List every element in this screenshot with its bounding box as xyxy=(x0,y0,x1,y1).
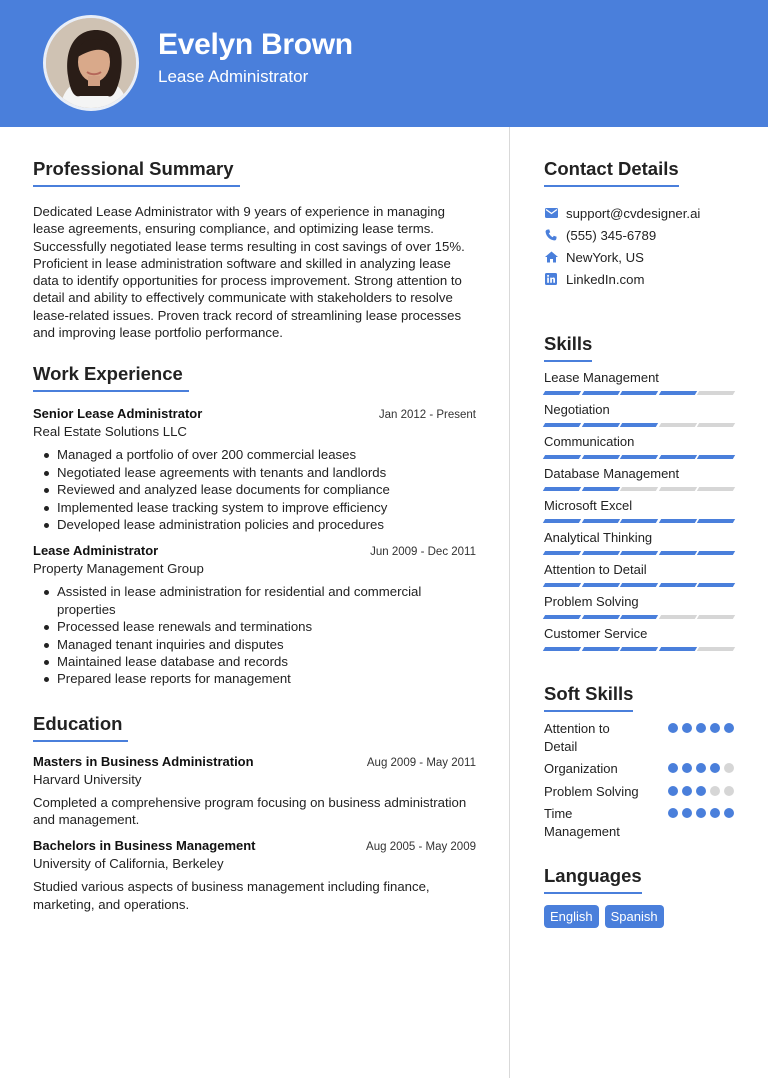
rating-dot-filled xyxy=(668,786,678,796)
job-entry xyxy=(33,543,476,687)
skill-segment-empty xyxy=(697,615,735,619)
rating-dot-filled xyxy=(724,723,734,733)
soft-skill-item xyxy=(544,760,734,783)
sidebar-column xyxy=(544,158,734,928)
soft-skills-heading: Soft Skills xyxy=(544,683,633,712)
skill-segment-filled xyxy=(697,455,735,459)
skill-segment-empty xyxy=(697,647,735,651)
education-entry xyxy=(33,754,476,829)
skill-label: Lease Management xyxy=(544,370,659,385)
envelope-icon xyxy=(544,206,558,220)
profile-photo xyxy=(43,15,139,111)
skill-item xyxy=(544,563,734,595)
job-bullet: Reviewed and analyzed lease documents for compliance xyxy=(33,481,476,498)
school-name: University of California, Berkeley xyxy=(33,856,224,872)
skill-meter xyxy=(544,647,734,651)
rating-dot-empty xyxy=(710,786,720,796)
contact-linkedin[interactable] xyxy=(544,268,734,290)
rating-dot-filled xyxy=(696,723,706,733)
skill-segment-filled xyxy=(620,647,658,651)
job-bullet: Developed lease administration policies and procedures xyxy=(33,516,476,533)
rating-dot-filled xyxy=(710,723,720,733)
rating-dot-filled xyxy=(668,808,678,818)
skill-segment-filled xyxy=(658,519,696,523)
education-dates: Aug 2009 - May 2011 xyxy=(366,756,476,769)
skill-segment-filled xyxy=(543,423,581,427)
degree-name: Bachelors in Business Management xyxy=(33,838,256,854)
job-bullet: Implemented lease tracking system to improve efficiency xyxy=(33,499,476,516)
skill-item xyxy=(544,499,734,531)
rating-dot-filled xyxy=(710,808,720,818)
rating-dot-empty xyxy=(724,763,734,773)
job-entry xyxy=(33,406,476,533)
skill-segment-filled xyxy=(620,455,658,459)
soft-skill-rating xyxy=(668,808,734,818)
rating-dot-empty xyxy=(724,786,734,796)
job-bullet: Processed lease renewals and terminations xyxy=(33,618,476,635)
skill-segment-filled xyxy=(620,519,658,523)
skill-segment-empty xyxy=(697,423,735,427)
skill-segment-filled xyxy=(697,519,735,523)
job-bullet: Assisted in lease administration for residential and commercial properties xyxy=(33,583,476,618)
skill-segment-filled xyxy=(658,551,696,555)
education-entry xyxy=(33,838,476,913)
skill-meter xyxy=(544,519,734,523)
job-company: Real Estate Solutions LLC xyxy=(33,424,187,440)
skill-segment-filled xyxy=(543,455,581,459)
job-bullet: Managed tenant inquiries and disputes xyxy=(33,636,476,653)
skill-segment-empty xyxy=(697,391,735,395)
job-company: Property Management Group xyxy=(33,561,204,577)
skill-segment-filled xyxy=(620,391,658,395)
soft-skill-item xyxy=(544,720,734,760)
skill-segment-filled xyxy=(581,615,619,619)
language-badge: English xyxy=(544,905,599,928)
skill-segment-filled xyxy=(581,391,619,395)
language-badge: Spanish xyxy=(605,905,664,928)
skill-label: Attention to Detail xyxy=(544,562,647,577)
skill-segment-filled xyxy=(658,455,696,459)
summary-text: Dedicated Lease Administrator with 9 years of experience in managing lease agreements, ensuring compliance, and optimizing lease terms. Successfully negotiated lease terms resulting in cost savings of over 15%. Proficient in lease administration software and skilled in analyzing lease data to identify opportunities for process improvement. Strong attention to detail and ability to effectively communicate with stakeholders to resolve lease-related issues. Proven track record of streamlining lease processes and improving lease portfolio performance. xyxy=(33,204,465,341)
skill-segment-filled xyxy=(543,391,581,395)
skill-segment-filled xyxy=(658,583,696,587)
skill-segment-filled xyxy=(581,647,619,651)
skill-item xyxy=(544,627,734,659)
soft-skill-rating xyxy=(668,763,734,773)
rating-dot-filled xyxy=(668,723,678,733)
skill-segment-empty xyxy=(697,487,735,491)
school-name: Harvard University xyxy=(33,771,142,787)
skills-list xyxy=(544,371,734,659)
profile-photo-illustration xyxy=(46,18,139,111)
job-dates: Jun 2009 - Dec 2011 xyxy=(370,546,476,559)
contact-location xyxy=(544,246,734,268)
job-role: Senior Lease Administrator xyxy=(33,406,203,422)
home-icon xyxy=(544,250,558,264)
summary-heading: Professional Summary xyxy=(33,158,240,187)
skill-segment-filled xyxy=(543,647,581,651)
skill-segment-filled xyxy=(620,423,658,427)
skill-label: Communication xyxy=(544,434,635,449)
skill-segment-filled xyxy=(697,583,735,587)
soft-skill-item xyxy=(544,783,734,805)
skill-meter xyxy=(544,615,734,619)
skills-heading: Skills xyxy=(544,333,592,362)
skill-meter xyxy=(544,455,734,459)
soft-skill-item xyxy=(544,805,734,845)
degree-name: Masters in Business Administration xyxy=(33,753,254,769)
education-heading: Education xyxy=(33,713,128,742)
skill-meter xyxy=(544,391,734,395)
contact-email[interactable] xyxy=(544,202,734,224)
skill-segment-empty xyxy=(658,487,696,491)
skill-segment-filled xyxy=(581,519,619,523)
education-description: Studied various aspects of business management including finance, marketing, and operations. xyxy=(33,879,430,912)
job-bullets xyxy=(33,583,476,687)
languages-list xyxy=(544,905,734,928)
contact-phone-text: (555) 345-6789 xyxy=(566,227,657,243)
languages-heading: Languages xyxy=(544,865,642,894)
skill-segment-filled xyxy=(620,551,658,555)
rating-dot-filled xyxy=(682,786,692,796)
skill-meter xyxy=(544,423,734,427)
job-bullet: Prepared lease reports for management xyxy=(33,670,476,687)
skill-segment-filled xyxy=(543,551,581,555)
soft-skill-label: Time Management xyxy=(544,806,620,839)
skill-item xyxy=(544,467,734,499)
rating-dot-filled xyxy=(724,808,734,818)
contact-email-text: support@cvdesigner.ai xyxy=(566,205,701,221)
skill-meter xyxy=(544,583,734,587)
skill-segment-filled xyxy=(581,487,619,491)
rating-dot-filled xyxy=(696,786,706,796)
candidate-name: Evelyn Brown xyxy=(158,28,353,61)
soft-skill-rating xyxy=(668,723,734,733)
contact-linkedin-text: LinkedIn.com xyxy=(566,271,645,287)
header-banner xyxy=(0,0,768,127)
linkedin-icon xyxy=(544,272,558,286)
contact-heading: Contact Details xyxy=(544,158,679,187)
soft-skills-list xyxy=(544,720,734,845)
education-description: Completed a comprehensive program focusing on business administration and management. xyxy=(33,794,467,828)
skill-label: Problem Solving xyxy=(544,594,639,609)
skill-segment-empty xyxy=(620,487,658,491)
education-dates: Aug 2005 - May 2009 xyxy=(366,841,476,854)
rating-dot-filled xyxy=(682,723,692,733)
job-bullet: Managed a portfolio of over 200 commercial leases xyxy=(33,446,476,463)
skill-segment-filled xyxy=(658,647,696,651)
soft-skill-label: Organization xyxy=(544,761,618,776)
skill-segment-empty xyxy=(658,423,696,427)
skill-segment-filled xyxy=(620,615,658,619)
rating-dot-filled xyxy=(682,763,692,773)
skill-item xyxy=(544,371,734,403)
skill-segment-filled xyxy=(543,487,581,491)
skill-segment-filled xyxy=(581,423,619,427)
job-role: Lease Administrator xyxy=(33,543,159,559)
skill-item xyxy=(544,531,734,563)
rating-dot-filled xyxy=(668,763,678,773)
job-bullet: Maintained lease database and records xyxy=(33,653,476,670)
phone-icon xyxy=(544,228,558,242)
skill-label: Analytical Thinking xyxy=(544,530,653,545)
rating-dot-filled xyxy=(696,763,706,773)
skill-meter xyxy=(544,551,734,555)
skill-segment-filled xyxy=(697,551,735,555)
contact-location-text: NewYork, US xyxy=(566,249,644,265)
skill-label: Microsoft Excel xyxy=(544,498,633,513)
skill-segment-filled xyxy=(581,583,619,587)
contact-list xyxy=(544,202,734,290)
skill-label: Database Management xyxy=(544,466,680,481)
contact-phone[interactable] xyxy=(544,224,734,246)
rating-dot-filled xyxy=(710,763,720,773)
soft-skill-rating xyxy=(668,786,734,796)
job-bullets xyxy=(33,446,476,533)
main-column xyxy=(33,158,476,913)
skill-segment-empty xyxy=(658,615,696,619)
job-bullet: Negotiated lease agreements with tenants and landlords xyxy=(33,464,476,481)
skill-segment-filled xyxy=(543,615,581,619)
skill-segment-filled xyxy=(543,583,581,587)
soft-skill-label: Attention to Detail xyxy=(544,721,610,754)
rating-dot-filled xyxy=(696,808,706,818)
skill-item xyxy=(544,595,734,627)
rating-dot-filled xyxy=(682,808,692,818)
soft-skill-label: Problem Solving xyxy=(544,784,639,799)
skill-label: Negotiation xyxy=(544,402,610,417)
skill-segment-filled xyxy=(620,583,658,587)
skill-segment-filled xyxy=(543,519,581,523)
experience-heading: Work Experience xyxy=(33,363,189,392)
skill-label: Customer Service xyxy=(544,626,648,641)
column-divider xyxy=(509,127,510,1078)
skill-segment-filled xyxy=(581,455,619,459)
candidate-title: Lease Administrator xyxy=(158,67,309,86)
skill-segment-filled xyxy=(658,391,696,395)
skill-segment-filled xyxy=(581,551,619,555)
skill-item xyxy=(544,435,734,467)
skill-item xyxy=(544,403,734,435)
job-dates: Jan 2012 - Present xyxy=(378,409,476,422)
skill-meter xyxy=(544,487,734,491)
